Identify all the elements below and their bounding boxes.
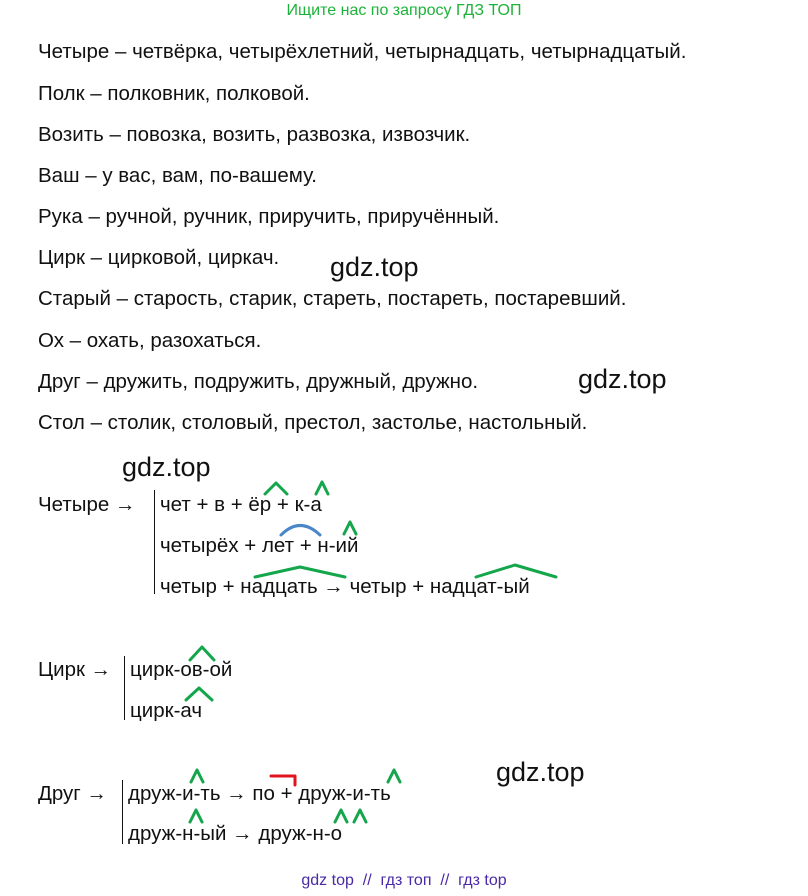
text-line-10: Стол – столик, столовый, престол, застолье, настольный. <box>38 411 588 434</box>
top-banner: Ищите нас по запросу ГДЗ ТОП <box>286 2 522 19</box>
analysis-row: друж-н-ый → друж-н-о <box>128 822 343 845</box>
analysis-row: четыр + надцать → четыр + надцат-ый <box>160 575 530 598</box>
text-line-4: Ваш – у вас, вам, по-вашему. <box>38 164 317 187</box>
text-line-3: Возить – повозка, возить, развозка, извозчик. <box>38 123 471 146</box>
suffix-mark <box>354 810 366 822</box>
prefix-mark <box>271 776 295 785</box>
text-line-5: Рука – ручной, ручник, приручить, приручённый. <box>38 205 500 228</box>
suffix-mark <box>335 810 347 822</box>
suffix-mark <box>388 770 400 782</box>
analysis-row: цирк-ов-ой <box>130 658 233 681</box>
suffix-mark <box>476 565 556 577</box>
suffix-mark <box>265 483 287 494</box>
analysis-root-drug: Друг → <box>38 782 107 805</box>
analysis-row: цирк-ач <box>130 699 203 722</box>
watermark: gdz.top <box>496 757 585 787</box>
suffix-mark <box>191 770 203 782</box>
text-line-1: Четыре – четвёрка, четырёхлетний, четырнадцать, четырнадцатый. <box>38 40 687 63</box>
watermark: gdz.top <box>122 452 211 482</box>
suffix-mark <box>344 522 356 534</box>
analysis-row: четырёх + лет + н-ий <box>160 534 359 557</box>
root-arc <box>281 526 320 536</box>
suffix-mark <box>255 567 345 577</box>
analysis-row: чет + в + ёр + к-а <box>160 493 322 516</box>
text-line-8: Ох – охать, разохаться. <box>38 329 262 352</box>
analysis-root-cirk: Цирк → <box>38 658 112 681</box>
watermark: gdz.top <box>330 252 419 282</box>
footer-watermark: gdz top // гдз топ // гдз top <box>301 872 507 889</box>
watermark: gdz.top <box>578 364 667 394</box>
suffix-mark <box>316 482 328 494</box>
suffix-mark <box>190 810 202 822</box>
suffix-mark <box>190 647 214 660</box>
text-line-2: Полк – полковник, полковой. <box>38 82 310 105</box>
suffix-mark <box>186 688 212 700</box>
text-line-6: Цирк – цирковой, циркач. <box>38 246 280 269</box>
analysis-root-chetyre: Четыре → <box>38 493 136 516</box>
text-line-7: Старый – старость, старик, стареть, постареть, постаревший. <box>38 287 627 310</box>
text-line-9: Друг – дружить, подружить, дружный, дружно. <box>38 370 479 393</box>
analysis-row: друж-и-ть → по + друж-и-ть <box>128 782 391 805</box>
